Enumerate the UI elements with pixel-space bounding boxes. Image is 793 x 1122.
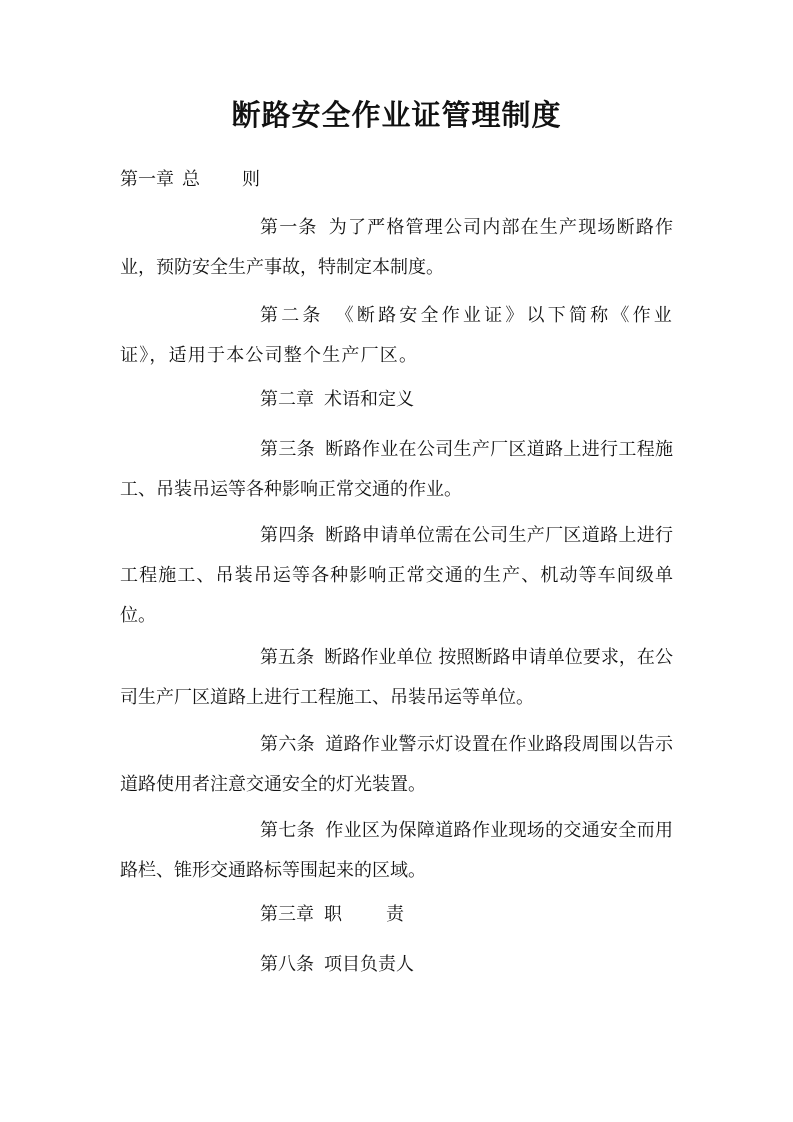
article-3 <box>120 430 673 510</box>
article-7-label: 第七条 <box>260 820 315 841</box>
chapter-3-heading <box>260 895 673 935</box>
article-8-label: 第八条 <box>260 954 314 975</box>
article-1 <box>120 208 673 288</box>
article-2 <box>120 296 673 376</box>
article-3-text: 断路作业在公司生产厂区道路上进行工程施工、吊装吊运等各种影响正常交通的作业。 <box>120 439 674 500</box>
article-8-text: 项目负责人 <box>324 954 414 975</box>
article-4 <box>120 516 673 636</box>
article-1-label: 第一条 <box>260 217 318 238</box>
document-title: 断路安全作业证管理制度 <box>231 98 562 132</box>
article-5 <box>120 638 673 718</box>
article-8 <box>260 945 673 985</box>
chapter-3-name-b: 责 <box>386 904 404 925</box>
chapter-1-name-b: 则 <box>242 169 260 190</box>
article-5-text: 断路作业单位 按照断路申请单位要求，在公司生产厂区道路上进行工程施工、吊装吊运等单位。 <box>120 647 673 708</box>
article-4-text: 断路申请单位需在公司生产厂区道路上进行工程施工、吊装吊运等各种影响正常交通的生产、机动等车间级单位。 <box>120 525 674 626</box>
chapter-3-label: 第三章 <box>260 904 314 925</box>
article-7 <box>120 811 673 891</box>
chapter-2-name: 术语和定义 <box>324 389 414 410</box>
article-4-label: 第四条 <box>260 525 315 546</box>
article-2-label: 第二条 <box>260 305 324 326</box>
chapter-1-label: 第一章 <box>120 169 174 190</box>
article-2-text: 《断路安全作业证》以下简称《作业证》，适用于本公司整个生产厂区。 <box>120 305 673 366</box>
article-6-text: 道路作业警示灯设置在作业路段周围以告示道路使用者注意交通安全的灯光装置。 <box>120 734 674 795</box>
article-6 <box>120 725 673 805</box>
article-7-text: 作业区为保障道路作业现场的交通安全而用路栏、锥形交通路标等围起来的区域。 <box>120 820 674 881</box>
chapter-1-heading <box>120 160 673 200</box>
article-1-text: 为了严格管理公司内部在生产现场断路作业，预防安全生产事故，特制定本制度。 <box>120 217 674 278</box>
chapter-1-name-a: 总 <box>182 169 200 190</box>
chapter-2-heading <box>260 380 673 420</box>
chapter-3-name-a: 职 <box>324 904 342 925</box>
article-6-label: 第六条 <box>260 734 315 755</box>
article-3-label: 第三条 <box>260 439 315 460</box>
chapter-2-label: 第二章 <box>260 389 314 410</box>
article-5-label: 第五条 <box>260 647 315 668</box>
